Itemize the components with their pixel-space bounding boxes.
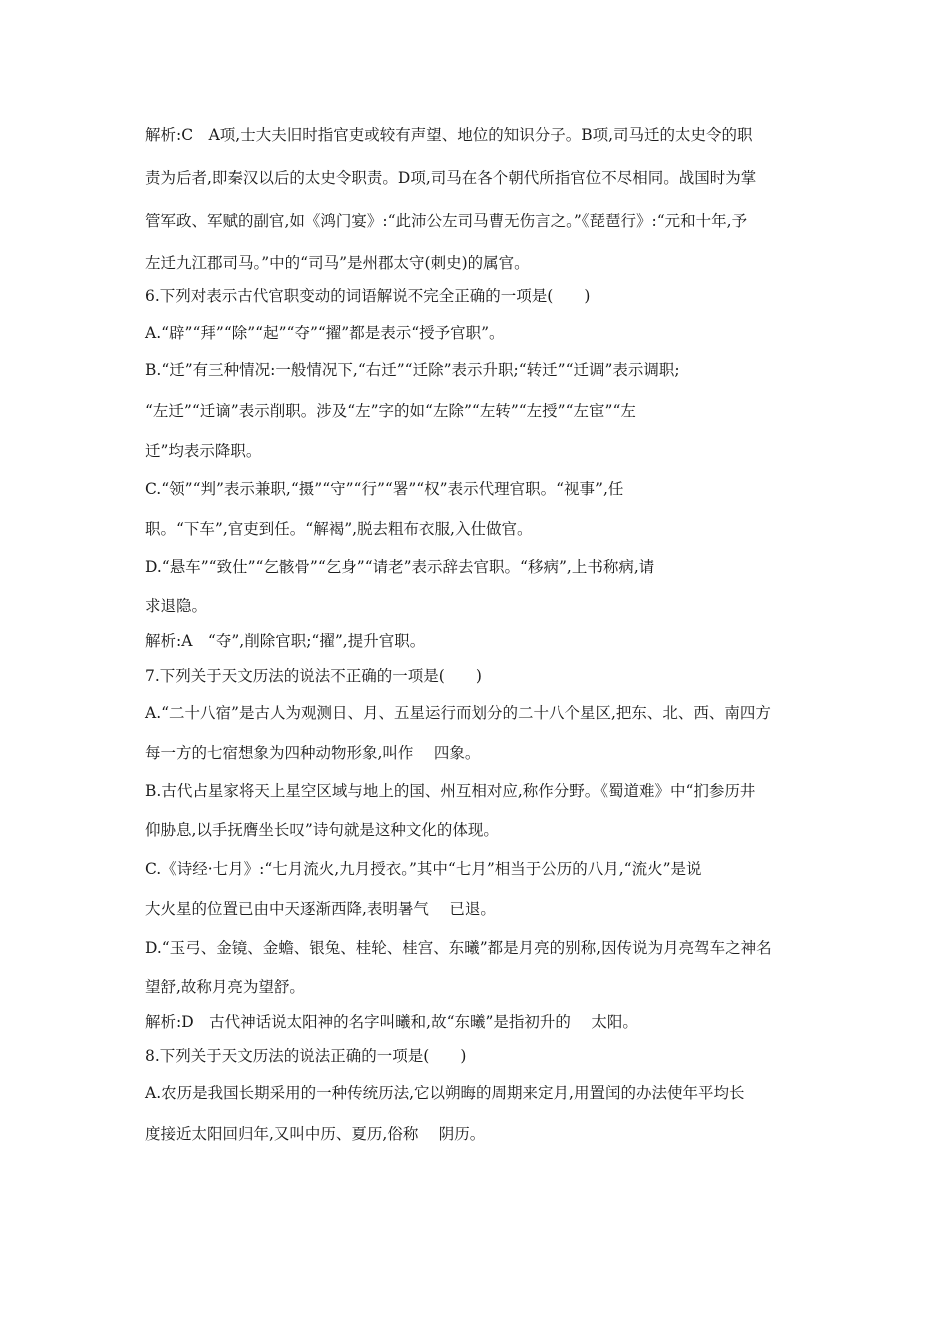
- question-6-option-a: A.“辟”“拜”“除”“起”“夺”“擢”都是表示“授予官职”。: [145, 324, 505, 342]
- question-8-option-a-line-2: 度接近太阳回归年,又叫中历、夏历,俗称 阴历。: [145, 1125, 486, 1143]
- question-8-option-a-line-1: A.农历是我国长期采用的一种传统历法,它以朔晦的周期来定月,用置闰的办法使年平均长: [145, 1084, 745, 1102]
- question-6-option-b-line-1: B.“迁”有三种情况:一般情况下,“右迁”“迁除”表示升职;“转迁”“迁调”表示调职;: [145, 361, 680, 379]
- question-7-option-a-line-1: A.“二十八宿”是古人为观测日、月、五星运行而划分的二十八个星区,把东、北、西、南四方: [145, 704, 771, 722]
- answer-5-line-4: 左迁九江郡司马。”中的“司马”是州郡太守(刺史)的属官。: [145, 254, 530, 272]
- question-6-stem: 6.下列对表示古代官职变动的词语解说不完全正确的一项是( ): [145, 287, 591, 305]
- question-6-option-c-line-1: C.“领”“判”表示兼职,“摄”“守”“行”“署”“权”表示代理官职。“视事”,任: [145, 480, 624, 498]
- question-6-option-d-line-1: D.“悬车”“致仕”“乞骸骨”“乞身”“请老”表示辞去官职。“移病”,上书称病,请: [145, 558, 655, 576]
- answer-7: 解析:D 古代神话说太阳神的名字叫曦和,故“东曦”是指初升的 太阳。: [145, 1013, 638, 1031]
- question-6-option-b-line-3: 迁”均表示降职。: [145, 442, 262, 460]
- question-7-option-d-line-2: 望舒,故称月亮为望舒。: [145, 978, 305, 996]
- question-7-stem: 7.下列关于天文历法的说法不正确的一项是( ): [145, 667, 482, 685]
- question-8-stem: 8.下列关于天文历法的说法正确的一项是( ): [145, 1047, 467, 1065]
- answer-5-line-1: 解析:C A项,士大夫旧时指官吏或较有声望、地位的知识分子。B项,司马迁的太史令的职: [145, 126, 753, 144]
- question-6-option-c-line-2: 职。“下车”,官吏到任。“解褐”,脱去粗布衣服,入仕做官。: [145, 520, 533, 538]
- question-6-option-d-line-2: 求退隐。: [145, 597, 208, 615]
- answer-6: 解析:A “夺”,削除官职;“擢”,提升官职。: [145, 632, 426, 650]
- question-7-option-b-line-2: 仰胁息,以手抚膺坐长叹”诗句就是这种文化的体现。: [145, 821, 499, 839]
- answer-5-line-3: 管军政、军赋的副官,如《鸿门宴》:“此沛公左司马曹无伤言之。”《琵琶行》:“元和十年,予: [145, 212, 748, 230]
- answer-5-line-2: 责为后者,即秦汉以后的太史令职责。D项,司马在各个朝代所指官位不尽相同。战国时为掌: [145, 169, 757, 187]
- question-7-option-c-line-1: C.《诗经·七月》:“七月流火,九月授衣。”其中“七月”相当于公历的八月,“流火”是说: [145, 860, 702, 878]
- question-7-option-a-line-2: 每一方的七宿想象为四种动物形象,叫作 四象。: [145, 744, 481, 762]
- question-7-option-d-line-1: D.“玉弓、金镜、金蟾、银兔、桂轮、桂宫、东曦”都是月亮的别称,因传说为月亮驾车之神名: [145, 939, 772, 957]
- question-7-option-b-line-1: B.古代占星家将天上星空区域与地上的国、州互相对应,称作分野。《蜀道难》中“扪参历井: [145, 782, 756, 800]
- question-6-option-b-line-2: “左迁”“迁谪”表示削职。涉及“左”字的如“左除”“左转”“左授”“左宦”“左: [145, 402, 636, 420]
- question-7-option-c-line-2: 大火星的位置已由中天逐渐西降,表明暑气 已退。: [145, 900, 496, 918]
